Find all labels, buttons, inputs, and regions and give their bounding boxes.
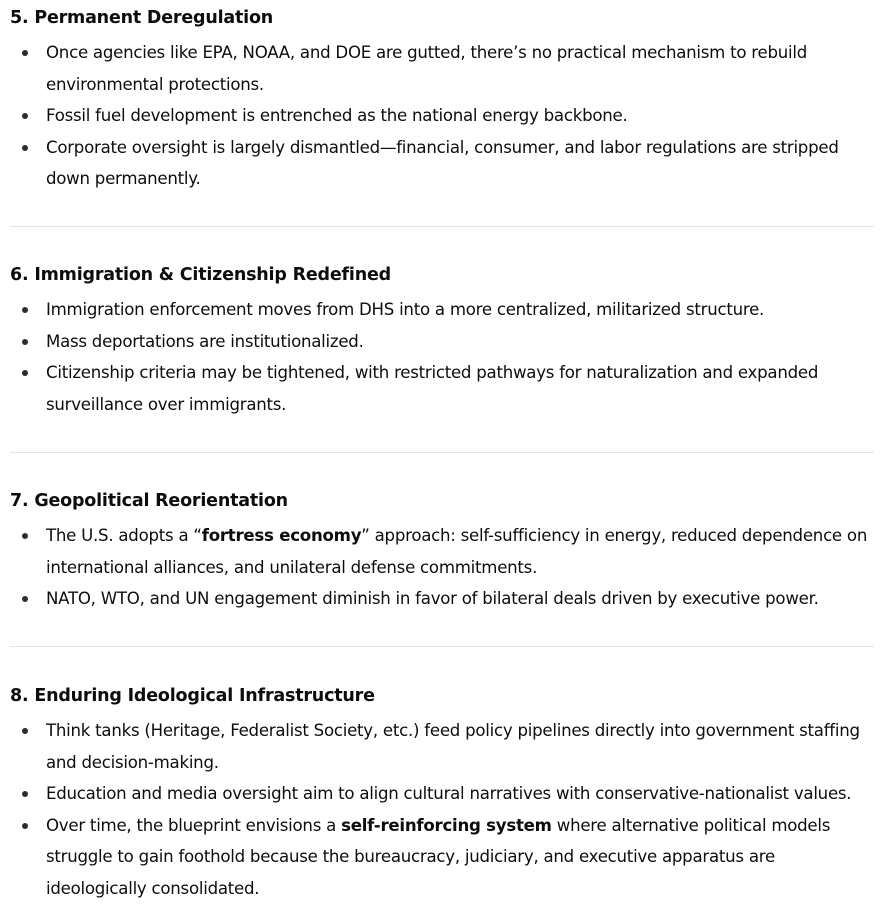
- list-item: [10, 810, 874, 905]
- text-run: where alternative political models struggle to gain foothold because the bureaucracy, judiciary, and executive apparatus are ideologically consolidated.: [46, 815, 831, 898]
- section-heading: 7. Geopolitical Reorientation: [10, 491, 288, 511]
- section-heading: 5. Permanent Deregulation: [10, 8, 274, 28]
- bold-phrase: self-reinforcing system: [341, 815, 552, 835]
- bullet-list: [10, 715, 874, 904]
- text-run: The U.S. adopts a “: [46, 526, 202, 545]
- bullet-list: [10, 520, 874, 615]
- list-item: Think tanks (Heritage, Federalist Society, etc.) feed policy pipelines directly into government staffing and decision-making.: [10, 715, 874, 778]
- list-item: Education and media oversight aim to align cultural narratives with conservative-nationalist values.: [10, 778, 874, 810]
- list-item: Mass deportations are institutionalized.: [10, 326, 874, 358]
- section-heading: 6. Immigration & Citizenship Redefined: [10, 265, 391, 285]
- list-item: Once agencies like EPA, NOAA, and DOE are gutted, there’s no practical mechanism to rebuild environmental protections.: [10, 37, 874, 100]
- section-divider: [10, 452, 874, 453]
- section-immigration-citizenship: [10, 263, 874, 420]
- list-item: NATO, WTO, and UN engagement diminish in favor of bilateral deals driven by executive power.: [10, 583, 874, 615]
- section-ideological-infrastructure: [10, 684, 874, 904]
- bullet-list: [10, 294, 874, 420]
- list-item: Corporate oversight is largely dismantled—financial, consumer, and labor regulations are stripped down permanently.: [10, 132, 874, 195]
- bullet-list: [10, 37, 874, 195]
- text-run: ” approach: self-sufficiency in energy, reduced dependence on international alliances, and unilateral defense commitments.: [46, 526, 868, 577]
- list-item: Citizenship criteria may be tightened, with restricted pathways for naturalization and expanded surveillance over immigrants.: [10, 357, 874, 420]
- list-item: [10, 520, 874, 583]
- section-divider: [10, 226, 874, 227]
- section-geopolitical-reorientation: [10, 489, 874, 615]
- section-divider: [10, 646, 874, 647]
- section-heading: 8. Enduring Ideological Infrastructure: [10, 686, 375, 706]
- list-item: Fossil fuel development is entrenched as the national energy backbone.: [10, 100, 874, 132]
- section-permanent-deregulation: [10, 6, 874, 195]
- list-item: Immigration enforcement moves from DHS into a more centralized, militarized structure.: [10, 294, 874, 326]
- bold-phrase: fortress economy: [201, 526, 362, 545]
- text-run: Over time, the blueprint envisions a: [46, 815, 342, 835]
